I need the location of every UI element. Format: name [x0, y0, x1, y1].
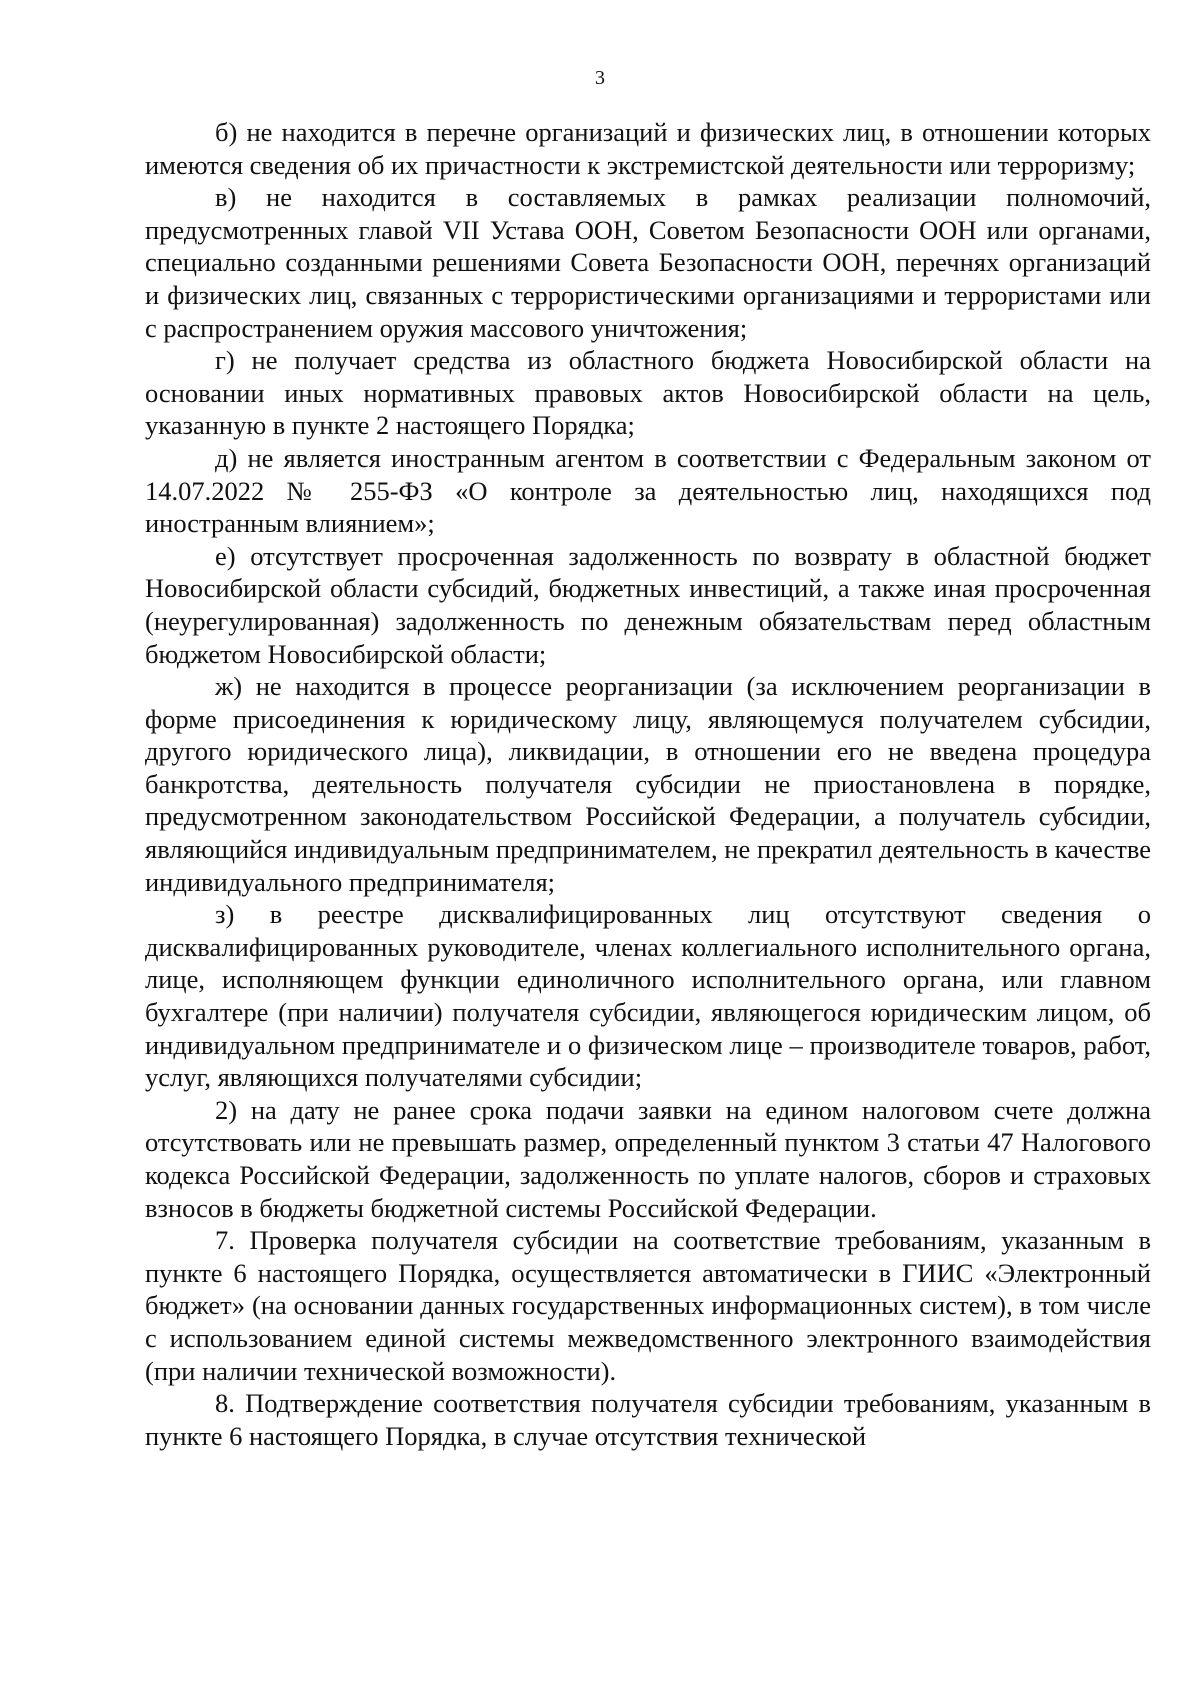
- paragraph-point-8: 8. Подтверждение соответствия получателя субсидии требованиям, указанным в пункте 6 настоящего Порядка, в случае отсутствия технической: [145, 1388, 1151, 1451]
- page-number: 3: [595, 67, 605, 89]
- paragraph-item-e: е) отсутствует просроченная задолженность по возврату в областной бюджет Новосибирской области субсидий, бюджетных инвестиций, а также иная просроченная (неурегулированная) задолженность по денежным обязательствам перед областным бюджетом Новосибирской области;: [145, 540, 1151, 669]
- paragraph-item-v: в) не находится в составляемых в рамках реализации полномочий, предусмотренных главой VII Устава ООН, Советом Безопасности ООН или органами, специально созданными решениями Совета Безопасности ООН, перечнях организаций и физических лиц, связанных с террористическими организациями и террористами или с распространением оружия массового уничтожения;: [145, 182, 1151, 343]
- paragraph-item-d: д) не является иностранным агентом в соответствии с Федеральным законом от 14.07.2022 № 255-ФЗ «О контроле за деятельностью лиц, находящихся под иностранным влиянием»;: [145, 442, 1151, 539]
- paragraph-item-g: г) не получает средства из областного бюджета Новосибирской области на основании иных нормативных правовых актов Новосибирской области на цель, указанную в пункте 2 настоящего Порядка;: [145, 345, 1151, 441]
- paragraph-subpoint-2: 2) на дату не ранее срока подачи заявки на едином налоговом счете должна отсутствовать или не превышать размер, определенный пунктом 3 статьи 47 Налогового кодекса Российской Федерации, задолженность по уплате налогов, сборов и страховых взносов в бюджеты бюджетной системы Российской Федерации.: [145, 1094, 1151, 1223]
- paragraph-item-b: б) не находится в перечне организаций и физических лиц, в отношении которых имеются сведения об их причастности к экстремистской деятельности или терроризму;: [145, 117, 1151, 180]
- paragraph-item-zh: ж) не находится в процессе реорганизации (за исключением реорганизации в форме присоединения к юридическому лицу, являющемуся получателем субсидии, другого юридического лица), ликвидации, в отношении его не введена процедура банкротства, деятельность получателя субсидии не приостановлена в порядке, предусмотренном законодательством Российской Федерации, а получатель субсидии, являющийся индивидуальным предпринимателем, не прекратил деятельность в качестве индивидуального предпринимателя;: [145, 671, 1151, 897]
- document-body: [145, 116, 1151, 1452]
- paragraph-item-z: з) в реестре дисквалифицированных лиц отсутствуют сведения о дисквалифицированных руководителе, членах коллегиального исполнительного органа, лице, исполняющем функции единоличного исполнительного органа, или главном бухгалтере (при наличии) получателя субсидии, являющегося юридическим лицом, об индивидуальном предпринимателе и о физическом лице – производителе товаров, работ, услуг, являющихся получателями субсидии;: [145, 899, 1151, 1093]
- paragraph-point-7: 7. Проверка получателя субсидии на соответствие требованиям, указанным в пункте 6 настоящего Порядка, осуществляется автоматически в ГИИС «Электронный бюджет» (на основании данных государственных информационных систем), в том числе с использованием единой системы межведомственного электронного взаимодействия (при наличии технической возможности).: [145, 1225, 1151, 1386]
